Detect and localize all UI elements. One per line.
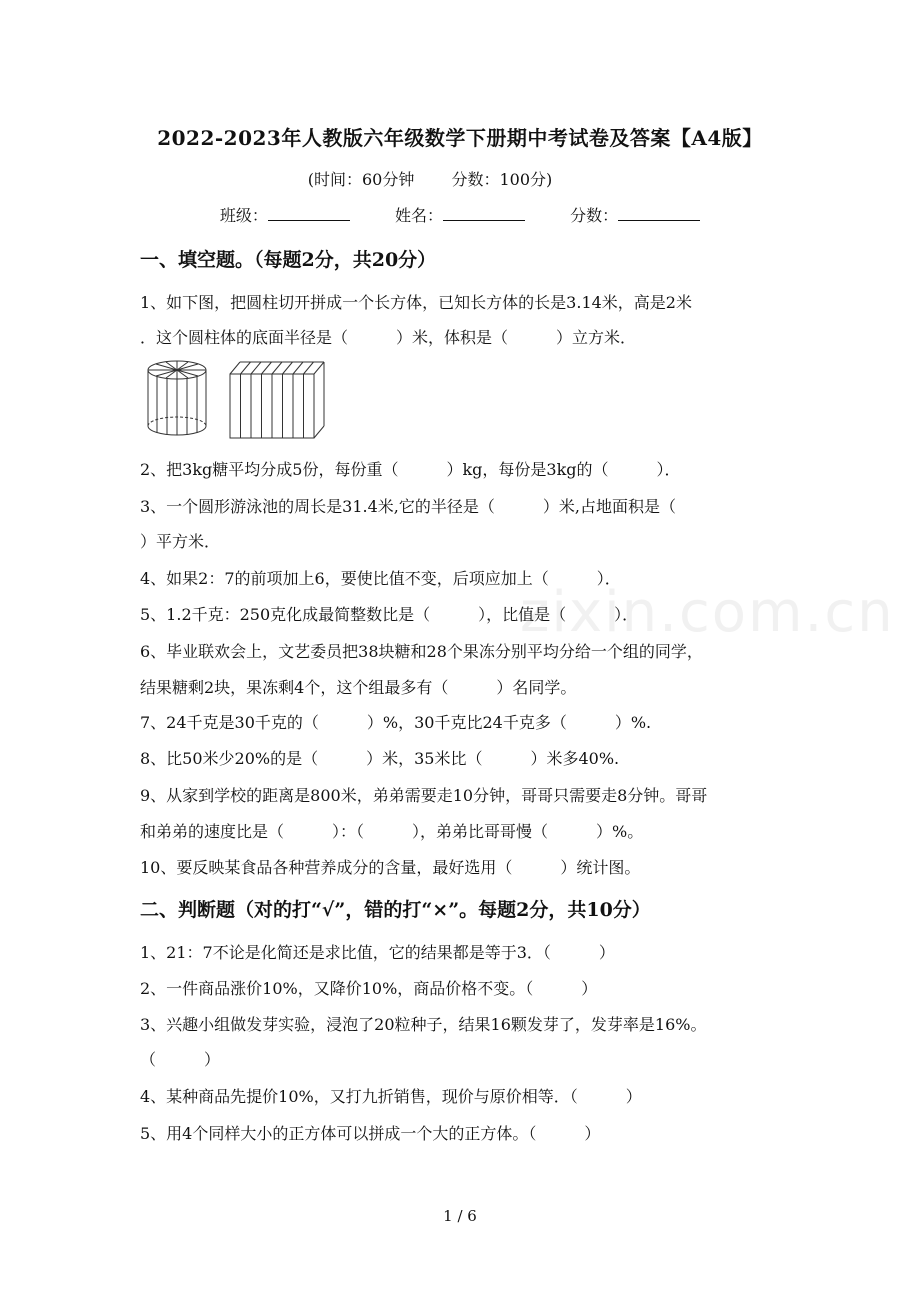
student-info-fields (0, 203, 920, 226)
name-field (395, 203, 525, 226)
class-blank[interactable] (268, 204, 350, 221)
question-line: （ ） (140, 1050, 221, 1069)
name-label: 姓名： (394, 206, 443, 225)
question-line: 3、兴趣小组做发芽实验，浸泡了20粒种子，结果16颗发芽了，发芽率是16%。 (140, 1015, 707, 1034)
question-line: 9、从家到学校的距离是800米，弟弟需要走10分钟，哥哥只需要走8分钟。哥哥 (140, 786, 708, 805)
section-fill-in-heading: 一、填空题。（每题2分，共20分） (140, 249, 437, 271)
question-line: 2、一件商品涨价10%，又降价10%，商品价格不变。（ ） (140, 979, 598, 998)
score-field (570, 203, 700, 226)
page-number: 1 / 6 (443, 1207, 477, 1225)
exam-meta (0, 167, 860, 190)
question-line: 1、21：7不论是化简还是求比值，它的结果都是等于3．（ ） (140, 943, 615, 962)
exam-time: (时间：60分钟 (307, 170, 415, 189)
question-line: 10、要反映某食品各种营养成分的含量，最好选用（ ）统计图。 (140, 858, 641, 877)
question-line: 结果糖剩2块，果冻剩4个，这个组最多有（ ）名同学。 (140, 678, 577, 697)
question-line: 6、毕业联欢会上，文艺委员把38块糖和28个果冻分别平均分给一个组的同学， (140, 642, 703, 661)
cylinder-cuboid-figure (142, 358, 342, 442)
score-label: 分数： (570, 206, 619, 225)
question-line: 1、如下图，把圆柱切开拼成一个长方体，已知长方体的长是3.14米，高是2米 (140, 293, 692, 312)
question-line: 4、如果2：7的前项加上6，要使比值不变，后项应加上（ ）． (140, 569, 621, 588)
question-line: ）平方米． (140, 532, 221, 551)
question-line: ．这个圆柱体的底面半径是（ ）米，体积是（ ）立方米． (140, 328, 637, 347)
class-label: 班级： (219, 206, 268, 225)
question-line: 5、1.2千克：250克化成最简整数比是（ ），比值是（ ）． (140, 605, 639, 624)
document-title: 2022-2023年人教版六年级数学下册期中考试卷及答案【A4版】 (157, 126, 763, 150)
question-line: 3、一个圆形游泳池的周长是31.4米,它的半径是（ ）米,占地面积是（ (140, 497, 676, 516)
question-line: 7、24千克是30千克的（ ）%，30千克比24千克多（ ）%. (140, 713, 652, 732)
score-blank[interactable] (618, 204, 700, 221)
question-line: 8、比50米少20%的是（ ）米，35米比（ ）米多40%. (140, 749, 620, 768)
exam-score: 分数：100分) (451, 170, 553, 189)
section-true-false-heading: 二、判断题（对的打“√”，错的打“×”。每题2分，共10分） (140, 899, 651, 921)
cuboid-shape (230, 362, 324, 438)
class-field (220, 203, 350, 226)
question-line: 5、用4个同样大小的正方体可以拼成一个大的正方体。（ ） (140, 1124, 601, 1143)
cylinder-shape (148, 361, 206, 435)
name-blank[interactable] (443, 204, 525, 221)
question-line: 4、某种商品先提价10%，又打九折销售，现价与原价相等．（ ） (140, 1087, 642, 1106)
watermark: zixin.com.cn (520, 580, 895, 645)
question-line: 2、把3kg糖平均分成5份，每份重（ ）kg，每份是3kg的（ ）． (140, 460, 681, 479)
question-line: 和弟弟的速度比是（ ）：（ ），弟弟比哥哥慢（ ）%。 (140, 822, 644, 841)
